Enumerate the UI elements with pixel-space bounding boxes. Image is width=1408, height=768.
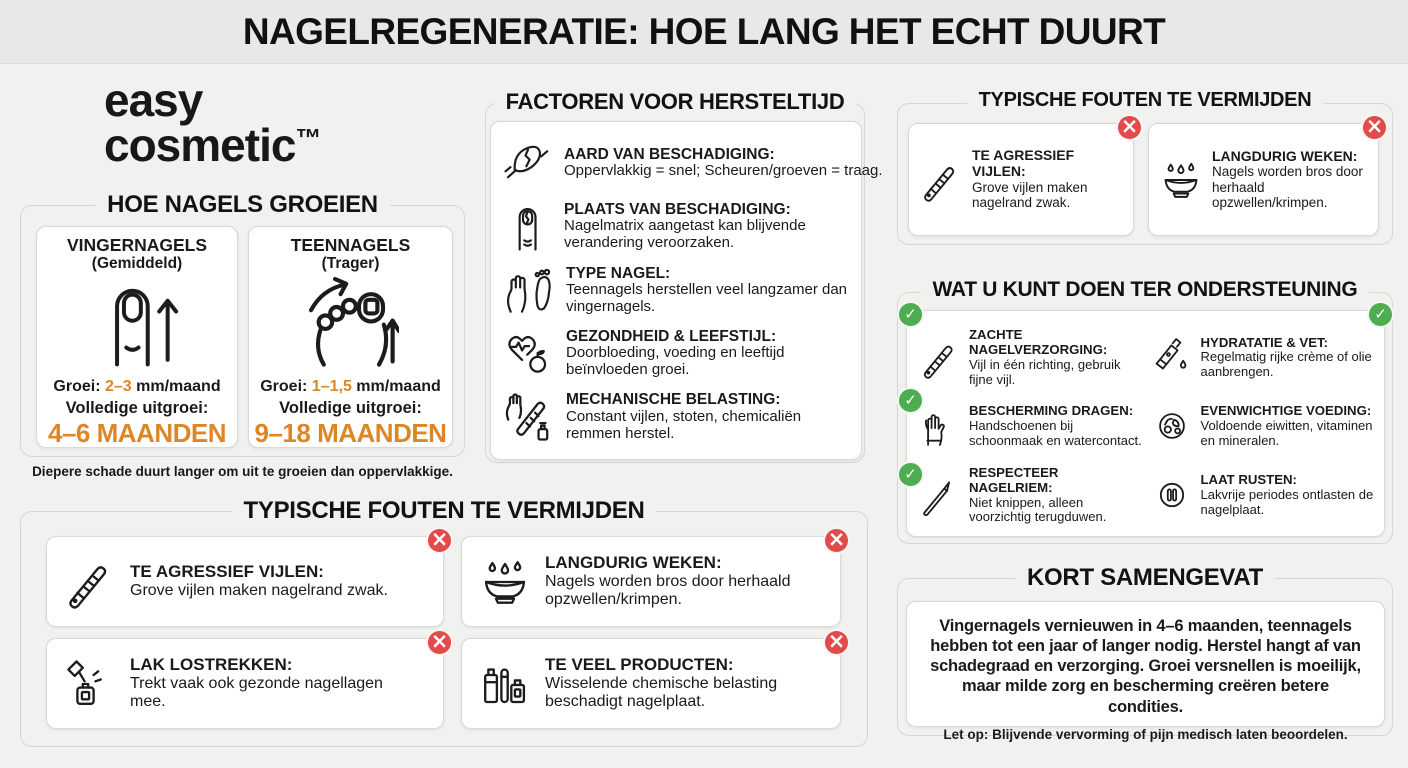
section-support-actions [897,278,1393,544]
support-text: Handschoenen bij schoonmaak en watercontact. [969,418,1142,448]
nutrition-plate-icon [1151,405,1193,447]
summary-card [906,601,1385,742]
factor-text: Doorbloeding, voeding en leeftijd beïnvloeden groei. [566,344,785,379]
support-text: Regelmatig rijke crème of olie aanbrengen. [1200,349,1372,380]
factor-text: Oppervlakkig = snel; Scheuren/groeven = traag. [564,162,883,180]
mistake-text: Trekt vaak ook gezonde nagellagen mee. [130,674,383,710]
mistake-card-aggressive-filing [908,123,1134,236]
factors-card [490,121,883,460]
nail-matrix-icon [503,200,553,254]
mistake-text: Wisselende chemische belasting beschadigt nagelplaat. [545,674,778,710]
mistake-text: Nagels worden bros door herhaald opzwellen/krimpen. [1212,164,1363,211]
brand-logo [104,74,321,171]
support-title: HYDRATATIE & VET: [1200,334,1328,350]
factor-item [503,138,883,188]
mistake-card-peeling-polish [46,638,444,729]
factor-text: Nagelmatrix aangetast kan blijvende verandering veroorzaken. [564,217,806,252]
summary-note: Let op: Blijvende vervorming of pijn medisch laten beoordelen. [943,726,1348,742]
support-item [919,401,1145,451]
section-title-text: FACTOREN VOOR HERSTELTIJD [494,89,857,114]
check-badge-icon [897,301,924,328]
section-title-how-nails-grow [21,191,464,219]
mistake-title: TE AGRESSIEF VIJLEN: [130,562,324,582]
factor-title: GEZONDHEID & LEEFSTIJL: [566,327,777,345]
factor-item [503,265,851,316]
factor-item [503,391,851,443]
growth-rate-value: 1–1,5 [311,377,352,395]
growth-rate-label: Groei: [53,377,105,395]
header [0,0,1408,64]
fingernails-card [36,226,238,448]
mistake-text: Grove vijlen maken nagelrand zwak. [130,581,388,599]
summary-text: Vingernagels vernieuwen in 4–6 maanden, teennagels hebben tot een jaar of langer nodig. Herstel hangt af van schadegraad en verzorging. Groei versnellen is moeilijk, maar milde zorg en bescherming creëren betere condities. [930,617,1361,716]
check-badge-icon [897,461,924,488]
section-title-summary [898,564,1392,592]
mistake-card-long-soaking [1148,123,1379,236]
support-item [1151,463,1377,528]
growth-rate-unit: mm/maand [131,377,221,395]
cream-tube-icon [1151,337,1193,379]
check-badge-icon [897,387,924,414]
heart-apple-icon [503,327,555,379]
cracked-nail-icon [503,138,553,188]
error-badge-icon [426,629,453,656]
support-item [1151,401,1377,451]
section-summary [897,564,1393,742]
support-title: EVENWICHTIGE VOEDING: [1200,403,1372,419]
section-title-text: WAT U KUNT DOEN TER ONDERSTEUNING [921,278,1370,301]
growth-rate-unit: mm/maand [351,377,441,395]
outgrow-value: 9–18 MAANDEN [254,417,447,448]
section-title-text: KORT SAMENGEVAT [1015,564,1275,591]
mistake-card-long-soaking [461,536,841,627]
mistake-title: TE VEEL PRODUCTEN: [545,655,734,675]
section-title-recovery-factors [486,89,864,115]
soaking-bowl-icon [1159,158,1203,202]
factor-title: MECHANISCHE BELASTING: [566,391,781,409]
support-text: Voldoende eiwitten, vitaminen en mineralen. [1200,418,1373,448]
product-bottles-icon [478,657,532,711]
growth-rate-value: 2–3 [104,377,132,395]
support-text: Niet knippen, alleen voorzichtig terugduwen. [969,494,1107,525]
support-title: LAAT RUSTEN: [1200,472,1297,488]
section-title-text: TYPISCHE FOUTEN TE VERMIJDEN [967,89,1324,111]
support-title: BESCHERMING DRAGEN: [969,403,1134,419]
soaking-bowl-icon [478,555,532,609]
factor-text: Constant vijlen, stoten, chemicaliën remmen herstel. [566,407,802,442]
pause-icon [1151,474,1193,516]
mistake-text: Grove vijlen maken nagelrand zwak. [972,179,1088,211]
page-title: NAGELREGENERATIE: HOE LANG HET ECHT DUURT [242,10,1166,52]
nail-file-icon [919,158,963,202]
factor-text: Teennagels herstellen veel langzamer dan vingernagels. [566,281,848,316]
factor-title: AARD VAN BESCHADIGING: [564,145,775,163]
section-how-nails-grow [20,191,465,457]
fingernail-up-arrow-icon [91,275,183,371]
factor-item [503,200,851,254]
error-badge-icon [1361,114,1388,141]
section-typical-mistakes-side [897,89,1393,245]
mistake-title: LANGDURIG WEKEN: [545,553,722,573]
error-badge-icon [823,629,850,656]
factor-title: PLAATS VAN BESCHADIGING: [564,201,791,219]
brand-line2 [104,118,321,171]
mistake-title: LAK LOSTREKKEN: [130,655,293,675]
mistake-card-too-many-products [461,638,841,729]
hand-file-chemicals-icon [503,391,555,443]
card-subtitle: (Trager) [321,254,380,272]
nail-file-icon [919,337,961,379]
cuticle-pusher-icon [919,474,961,516]
growth-note: Diepere schade duurt langer om uit te groeien dan oppervlakkige. [32,464,453,479]
support-item [919,463,1145,528]
outgrow-label: Volledige uitgroei: [65,398,209,417]
section-title-typical-mistakes-side [898,89,1392,112]
hand-foot-icon [503,265,555,315]
section-title-support [898,278,1392,302]
mistake-text: Nagels worden bros door herhaald opzwellen/krimpen. [545,572,791,608]
glove-icon [919,405,961,447]
mistake-card-aggressive-filing [46,536,444,627]
support-title: ZACHTE NAGELVERZORGING: [969,327,1108,357]
polish-bottle-icon [63,657,117,711]
support-item [919,325,1145,390]
factor-item [503,327,851,379]
mistake-title: LANGDURIG WEKEN: [1212,147,1358,164]
growth-rate-label: Groei: [260,377,312,395]
error-badge-icon [1116,114,1143,141]
support-item [1151,325,1377,390]
brand-line1: easy [104,74,203,126]
check-badge-icon [1367,301,1394,328]
card-title: TEENNAGELS [290,235,411,255]
trademark-symbol: ™ [295,122,321,153]
growth-rate [37,378,237,396]
support-text: Vijl in één richting, gebruik fijne vijl. [969,356,1121,387]
support-card [906,310,1385,537]
mistake-title: TE AGRESSIEF VIJLEN: [972,147,1075,180]
card-title: VINGERNAGELS [66,235,208,255]
section-recovery-factors [485,89,883,463]
support-title: RESPECTEER NAGELRIEM: [969,464,1059,495]
outgrow-value: 4–6 MAANDEN [48,417,226,448]
error-badge-icon [823,527,850,554]
support-text: Lakvrije periodes ontlasten de nagelplaat. [1200,487,1374,517]
section-title-typical-mistakes [21,497,867,525]
outgrow-label: Volledige uitgroei: [279,398,422,417]
card-subtitle: (Gemiddeld) [91,254,183,272]
toenails-up-arrow-icon [299,275,403,371]
factor-title: TYPE NAGEL: [566,265,671,282]
nail-file-icon [63,555,117,609]
brand-word: cosmetic [104,118,296,171]
section-title-text: TYPISCHE FOUTEN TE VERMIJDEN [232,497,657,524]
error-badge-icon [426,527,453,554]
growth-rate [249,378,452,396]
toenails-card [248,226,453,448]
section-title-text: HOE NAGELS GROEIEN [95,191,390,218]
section-typical-mistakes-main [20,497,868,747]
